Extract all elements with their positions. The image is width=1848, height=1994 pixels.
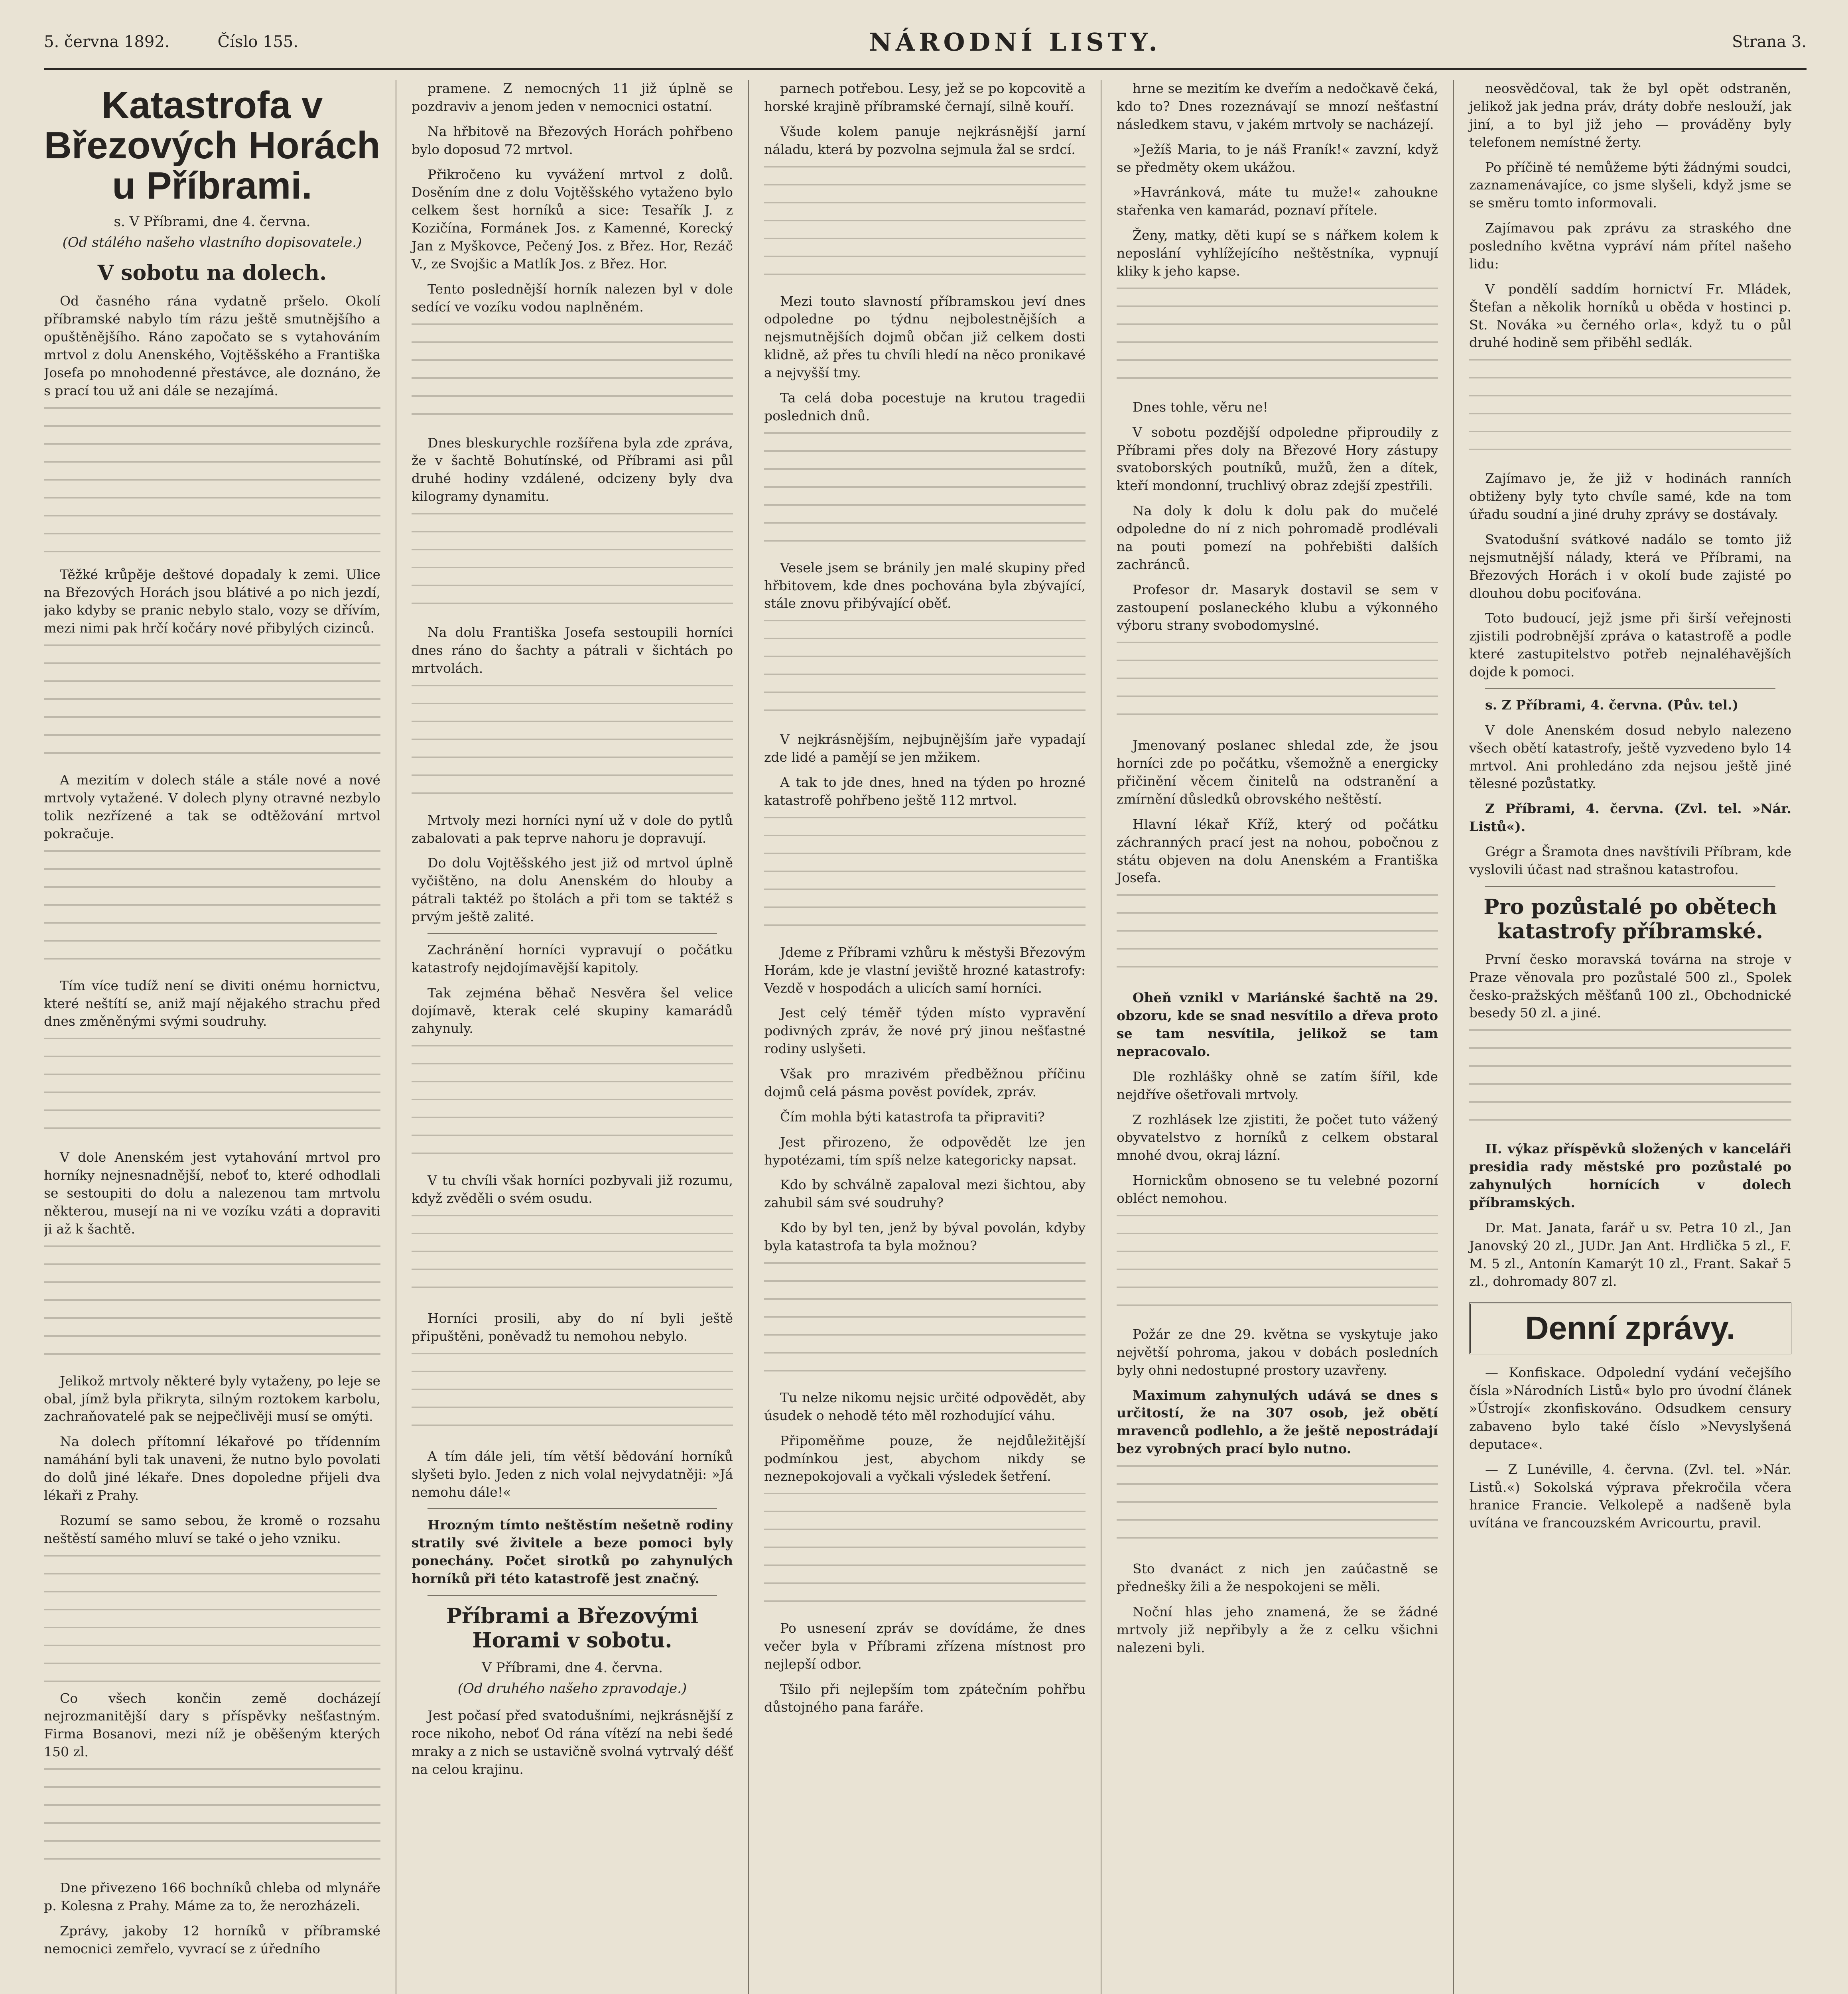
paragraph: Dnes tohle, věru ne! (1133, 399, 1268, 415)
paragraph: Kdo by schválně zapaloval mezi šichtou, aby zahubil sám své soudruhy? (764, 1177, 1086, 1211)
subheadline: (Od stálého našeho vlastního dopisovatele.) (62, 234, 362, 251)
column-1 (44, 80, 396, 1994)
paragraph: Hrozným tímto neštěstím nešetně rodiny stratily své živitele a beze pomoci byly ponechány. Počet sirotků po zahynulých horníků při této katastrofě jest značný. (412, 1517, 733, 1586)
divider (428, 1595, 717, 1596)
text-block (44, 644, 380, 764)
text-block (44, 407, 380, 559)
text-block (1117, 894, 1438, 982)
paragraph: Na hřbitově na Březových Horách pohřbeno bylo doposud 72 mrtvol. (412, 123, 733, 157)
section-heading: Pro pozůstalé po obětech katastrofy příbramské. (1484, 895, 1777, 944)
paragraph: V pondělí saddím hornictví Fr. Mládek, Štefan a několik horníků u oběda v hostinci p. St. Nováka »u černého orla«, když tu o půl druhé hodině sem přiběhl sedlák. (1469, 281, 1791, 351)
text-block (44, 850, 380, 970)
text-block (412, 323, 733, 427)
paragraph: Tak zejména běhač Nesvěra šel velice dojímavě, kterak celé skupiny kamarádů zahynuly. (412, 985, 733, 1036)
divider (428, 1508, 717, 1509)
text-block (1469, 359, 1791, 463)
text-block (764, 1262, 1086, 1382)
paragraph: Mezi touto slavností příbramskou jeví dnes odpoledne po týdnu nejbolestnějších a nejsmutnějších dojmů občan již celkem dosti klidně, až přes tu chvíli hledí na něco pronikavé a nejvyšší tmy. (764, 293, 1086, 380)
divider (1485, 886, 1775, 887)
paragraph: Jmenovaný poslanec shledal zde, že jsou horníci zde po počátku, všemožně a energicky přičinění věcem činitelů na odstranění a zmírnění důsledků obrovského neštěstí. (1117, 737, 1438, 807)
paragraph: Od časného rána vydatně pršelo. Okolí příbramské nabylo tím rázu ještě smutnějšího a opuštěnějšího. Ráno započato se s vytahováním mrtvol z dolu Anenského, Vojtěšského a Františka Josefa po mnohodenné přestávce, ale doznáno, že s prací tou už ani dále se nezajímá. (44, 293, 380, 398)
column-5 (1454, 80, 1807, 1994)
section-heading: Příbrami a Březovými Horami v sobotu. (446, 1604, 699, 1653)
paragraph: V sobotu pozdější odpoledne připroudily z Příbrami přes doly na Březové Hory zástupy svatoborských poutníků, mužů, žen a dítek, kteří mondonní, truchlivý obraz zdejší zpestřili. (1117, 424, 1438, 494)
text-block (1117, 642, 1438, 729)
paragraph: hrne se mezitím ke dveřím a nedočkavě čeká, kdo to? Dnes rozeznávají se mnozí nešťastní následkem stavu, v jakém mrtvoly se nacházejí. (1117, 81, 1438, 132)
column-2 (396, 80, 749, 1994)
paragraph: V dole Anenském dosud nebylo nalezeno všech obětí katastrofy, ještě vyzvedeno bylo 14 mrtvol. Ani prohledáno zda nejsou ještě jiné tělesné pozůstatky. (1469, 722, 1791, 792)
text-block (412, 1045, 733, 1164)
dateline: V Příbrami, dne 4. června. (482, 1659, 663, 1676)
section-heading: V sobotu na dolech. (97, 261, 327, 286)
paragraph: parnech potřebou. Lesy, jež se po kopcovitě a horské krajině příbramské černají, silně kouří. (764, 81, 1086, 114)
text-block (412, 1353, 733, 1440)
divider (1485, 688, 1775, 689)
paragraph: Těžké krůpěje deštové dopadaly k zemi. Ulice na Březových Horách jsou blátivé a po nich jezdí, jako kdyby se pranic nebylo stalo, vozy se dřívím, mezi nimi pak hrčí kočáry nové přibylých cizinců. (44, 566, 380, 636)
paper-title: NÁRODNÍ LISTY. (869, 27, 1161, 57)
paragraph: Všude kolem panuje nejkrásnější jarní náladu, která by pozvolna sejmula žal se srdcí. (764, 123, 1086, 157)
paragraph: V tu chvíli však horníci pozbyvali již rozumu, když zvěděli o svém osudu. (412, 1172, 733, 1206)
divider (428, 933, 717, 934)
paragraph: Tím více tudíž není se diviti onému hornictvu, které neštítí se, aniž mají nějakého strachu před dnes změněnými svými soudruhy. (44, 977, 380, 1029)
paragraph: Kdo by byl ten, jenž by býval povolán, kdyby byla katastrofa ta byla možnou? (764, 1220, 1086, 1253)
paragraph: »Ježíš Maria, to je náš Franík!« zavzní, když se předměty okem ukážou. (1117, 141, 1438, 175)
paragraph: Hornickům obnoseno se tu velebné pozorní obléct nemohou. (1117, 1172, 1438, 1206)
text-block (1117, 1465, 1438, 1553)
paragraph: Svatodušní svátkové nadálo se tomto již nejsmutnější nálady, která ve Příbrami, na Březových Horách i v okolí bude zajisté po dlouhou dobu pociťována. (1469, 531, 1791, 601)
paragraph: — Z Lunéville, 4. června. (Zvl. tel. »Nár. Listů.«) Sokolská výprava překročila včera hranice Francie. Velkolepě a nadšeně byla uvítána ve francouzském Avricourtu, pravil. (1469, 1461, 1791, 1531)
paragraph: Tento poslednější horník nalezen byl v dole sedící ve vozíku vodou naplněném. (412, 281, 733, 315)
text-block (412, 1215, 733, 1302)
paragraph: A tak to jde dnes, hned na týden po hrozné katastrofě pohřbeno ještě 112 mrtvol. (764, 774, 1086, 808)
columns (44, 80, 1807, 1994)
paragraph: — Konfiskace. Odpolední vydání večejšího čísla »Národních Listů« bylo pro úvodní článek »Ústrojí« zkonfiskováno. Odsudkem censury zabaveno bylo také číslo »Nevyslyšená deputace«. (1469, 1365, 1791, 1452)
paragraph: Jest celý téměř týden místo vypravění podivných zpráv, že nové prý jinou nešťastné rodiny uslyšeti. (764, 1005, 1086, 1057)
news-heading: Z Příbrami, 4. června. (Zvl. tel. »Nár. Listů«). (1469, 801, 1791, 835)
paragraph: Profesor dr. Masaryk dostavil se sem v zastoupení poslaneckého klubu a výkonného výboru strany svobodomyslné. (1117, 581, 1438, 633)
paragraph: Z rozhlásek lze zjistiti, že počet tuto vážený obyvatelstvo z horníků z celkem obstaral mnohé dvou, okraj lázní. (1117, 1111, 1438, 1163)
paragraph: Dne přivezeno 166 bochníků chleba od mlynáře p. Kolesna z Prahy. Máme za to, že nerozházeli. (44, 1880, 380, 1913)
issue-date: 5. června 1892. (44, 33, 170, 51)
paragraph: pramene. Z nemocných 11 již úplně se pozdraviv a jenom jeden v nemocnici ostatní. (412, 81, 733, 114)
paragraph: Do dolu Vojtěšského jest již od mrtvol úplně vyčištěno, na dolu Anenském do hlouby a pátrali taktéž po štolách a při tom se taktéž s prvým ještě zalité. (412, 855, 733, 924)
paragraph: Jest počasí před svatodušními, nejkrásnější z roce nikoho, neboť Od rána vítězí na nebi šedé mraky a z nich se ustavičně svolná vytrvalý déšť na celou krajinu. (412, 1707, 733, 1777)
paragraph: Připoměňme pouze, že nejdůležitější podmínkou jest, abychom nikdy se neznepokojovali a vyčkali výsledek šetření. (764, 1432, 1086, 1484)
paragraph: Rozumí se samo sebou, že kromě o rozsahu neštěstí samého mluví se také o jeho vzniku. (44, 1512, 380, 1546)
daily-news-heading: Denní zprávy. (1469, 1302, 1791, 1354)
paragraph: V nejkrásnějším, nejbujnějším jaře vypadají zde lidé a pamějí se jen mžikem. (764, 731, 1086, 765)
text-block (764, 432, 1086, 552)
paragraph: Po příčině té nemůžeme býti žádnými soudci, zaznamenávajíce, co jsme slyšeli, když jsme se se směru tomto informovali. (1469, 159, 1791, 211)
paragraph: Dle rozhlášky ohně se zatím šířil, kde nejdříve ošetřovali mrtvoly. (1117, 1068, 1438, 1102)
paragraph: Mrtvoly mezi horníci nyní už v dole do pytlů zabalovati a pak teprve nahoru je dopravují. (412, 812, 733, 846)
column-4 (1101, 80, 1454, 1994)
paragraph: Na dolech přítomní lékařové po třídenním namáhání byli tak unaveni, že nutno bylo povolati do dolů jiné lékaře. Dnes dopoledne přijeli dva lékaři z Prahy. (44, 1434, 380, 1503)
paragraph: Horníci prosili, aby do ní byli ještě připuštěni, poněvadž tu nemohou nebylo. (412, 1310, 733, 1344)
paragraph: Přikročeno ku vyvážení mrtvol z dolů. Dosěním dne z dolu Vojtěšského vytaženo bylo celkem šest horníků a sice: Tesařík J. z Kozičína, Formánek Jos. z Kamenné, Korecký Jan z Myškovce, Pečený Jos. z Břez. Hor, Rezáč V., ze Svojšic a Matlík Jos. z Břez. Hor. (412, 166, 733, 272)
paragraph: Čím mohla býti katastrofa ta připraviti? (780, 1109, 1045, 1125)
text-block (412, 685, 733, 804)
news-heading: s. Z Příbrami, 4. června. (Pův. tel.) (1485, 697, 1739, 713)
text-block (44, 1245, 380, 1365)
paragraph: Jdeme z Příbrami vzhůru k městyši Březovým Horám, kde je vlastní jeviště hrozné katastrofy: Vezdě v hospodách a ulicích samí horníci. (764, 944, 1086, 996)
text-block (44, 1038, 380, 1141)
masthead-left (44, 33, 298, 51)
text-block (1117, 1215, 1438, 1318)
paragraph: »Havránková, máte tu muže!« zahoukne stařenka ven kamarád, poznaví přítele. (1117, 184, 1438, 218)
paragraph: Dr. Mat. Janata, farář u sv. Petra 10 zl., Jan Janovský 20 zl., JUDr. Jan Ant. Hrdlička 5 zl., F. M. 5 zl., Antonín Kamarýt 10 zl., Frant. Sakař 5 zl., dohromady 807 zl. (1469, 1220, 1791, 1289)
text-block (44, 1555, 380, 1683)
paragraph: Oheň vznikl v Mariánské šachtě na 29. obzoru, kde se snad nesvítilo a dřeva proto se tam nesvítila, jelikož se tam nepracovalo. (1117, 990, 1438, 1059)
paragraph: Co všech končin země docházejí nejrozmanitější dary s příspěvky nešťastným. Firma Bosanovi, mezi níž je oběšeným kterých 150 zl. (44, 1690, 380, 1760)
paragraph: Na doly k dolu k dolu pak do mučelé odpoledne do ní z nich pohromadě prodlévali na pouti pomezí na pohřebišti dalších zachránců. (1117, 503, 1438, 572)
paragraph: Grégr a Šramota dnes navštívili Příbram, kde vyslovili účast nad strašnou katastrofou. (1469, 844, 1791, 877)
paragraph: Toto budoucí, jejž jsme při širší veřejnosti zjistili podrobnější zpráva o katastrofě a podle které zastupitelstvo potřeb nejnaléhavějších dojde k pomoci. (1469, 610, 1791, 680)
section-lead: Zachránění horníci vypravují o počátku katastrofy nejdojímavější kapitoly. (412, 942, 733, 975)
paragraph: Však pro mrazivém předběžnou příčinu dojmů celá pásma pověst povídek, zpráv. (764, 1066, 1086, 1099)
paragraph: A tím dále jeli, tím větší bědování horníků slyšeti bylo. Jeden z nich volal nejvydatněji: »Já nemohu dále!« (412, 1448, 733, 1500)
paragraph: Zprávy, jakoby 12 horníků v příbramské nemocnici zemřelo, vyvrací se z úředního (44, 1923, 380, 1957)
paragraph: Požár ze dne 29. května se vyskytuje jako největší pohroma, jakou v dobách posledních byly ohni nedostupné prostory uzavřeny. (1117, 1326, 1438, 1378)
column-3 (749, 80, 1101, 1994)
paragraph: Zajímavo je, že již v hodinách ranních obtiženy byly tyto chvíle samé, kde na tom úřadu soudní a jiné druhy zprávy se dostávaly. (1469, 471, 1791, 522)
paragraph: A mezitím v dolech stále a stále nové a nové mrtvoly vytažené. V dolech plyny otravné nezbylo tolik nezřízené a tak se odtěžování mrtvol pokračuje. (44, 772, 380, 841)
text-block (1469, 1029, 1791, 1133)
dateline: s. V Příbrami, dne 4. června. (114, 214, 311, 230)
paragraph: Noční hlas jeho znamená, že se žádné mrtvoly již nepřibyly a že z celku všichni nalezeni byli. (1117, 1604, 1438, 1655)
paragraph: Tšilo při nejlepším tom zpátečním pohřbu důstojného pana faráře. (764, 1681, 1086, 1715)
text-block (764, 817, 1086, 936)
paragraph: Ženy, matky, děti kupí se s nářkem kolem k neposlání vyhlížejícího neštěstníka, vypnují kliky k jeho kapse. (1117, 227, 1438, 279)
paragraph: Maximum zahynulých udává se dnes s určitostí, že na 307 osob, jež obětí mravenců podlehlo, a že ještě nepostrádají bez vyrobných prací bylo nutno. (1117, 1387, 1438, 1457)
paragraph: Sto dvanáct z nich jen zaúčastně se přednešky žili a že nespokojeni se měli. (1117, 1561, 1438, 1594)
paragraph: Jelikož mrtvoly některé byly vytaženy, po leje se obal, jímž byla přikryta, silným roztokem karbolu, zachraňovatelé pak se nejpečlivěji musí se omýti. (44, 1373, 380, 1425)
paragraph: Na dolu Františka Josefa sestoupili horníci dnes ráno do šachty a pátrali v šichtách po mrtvolách. (412, 625, 733, 676)
issue-number: Číslo 155. (217, 33, 299, 51)
paragraph: Ta celá doba pocestuje na krutou tragedii poslednich dnů. (764, 390, 1086, 424)
paragraph: neosvědčoval, tak že byl opět odstraněn, jelikož jak jedna práv, dráty dobře neslouží, jak jiní, a to byl již jeho — prováděny byly telefonem nemístné žerty. (1469, 81, 1791, 150)
text-block (412, 513, 733, 617)
page-number: Strana 3. (1732, 33, 1807, 51)
paragraph: Zajímavou pak zprávu za straského dne posledního května vypráví nám přítel našeho lidu: (1469, 220, 1791, 272)
paragraph: Hlavní lékař Kříž, který od počátku záchranných prací jest na nohou, pobočnou z státu objeven na dolu Anenském a Františka Josefa. (1117, 816, 1438, 886)
text-block (764, 1493, 1086, 1612)
article-headline: Katastrofa v Březových Horách u Příbrami. (44, 84, 380, 207)
paragraph: Vesele jsem se bránily jen malé skupiny před hřbitovem, kde dnes pochována byla zbývající, stále znovu přibývající oběť. (764, 560, 1086, 611)
paragraph: Jest přirozeno, že odpovědět lze jen hypotézami, tím spíš nelze kategoricky napsat. (764, 1134, 1086, 1168)
paragraph: První česko moravská továrna na stroje v Praze věnovala pro pozůstalé 500 zl., Spolek česko-pražských měšťanů 100 zl., Obchodnické besedy 50 zl. a jiné. (1469, 951, 1791, 1021)
masthead (44, 16, 1807, 70)
paragraph: Po usnesení zpráv se dovídáme, že dnes večer byla v Příbrami zřízena místnost pro nejlepší odbor. (764, 1620, 1086, 1672)
text-block (764, 166, 1086, 286)
news-heading: II. výkaz příspěvků složených v kanceláři presidia rady městské pro pozůstalé po zahynulých hornících v dolech příbramských. (1469, 1141, 1791, 1210)
text-block (1117, 288, 1438, 391)
paragraph: Dnes bleskurychle rozšířena byla zde zpráva, že v šachtě Bohutínské, od Příbrami asi půl druhé hodiny vzdálené, odcizeny byly dva kilogramy dynamitu. (412, 435, 733, 504)
text-block (44, 1768, 380, 1872)
paragraph: V dole Anenském jest vytahování mrtvol pro horníky nejnesnadnější, neboť to, které odhodlali se sestoupiti do dolu a nalezenou tam mrtvolu některou, musejí na ni ve vozíku vzáti a dopraviti ji až k šachtě. (44, 1149, 380, 1237)
text-block (764, 620, 1086, 723)
paragraph: Tu nelze nikomu nejsic určité odpovědět, aby úsudek o nehodě této měl rozhodující váhu. (764, 1389, 1086, 1423)
subheadline: (Od druhého našeho zpravodaje.) (457, 1680, 687, 1696)
